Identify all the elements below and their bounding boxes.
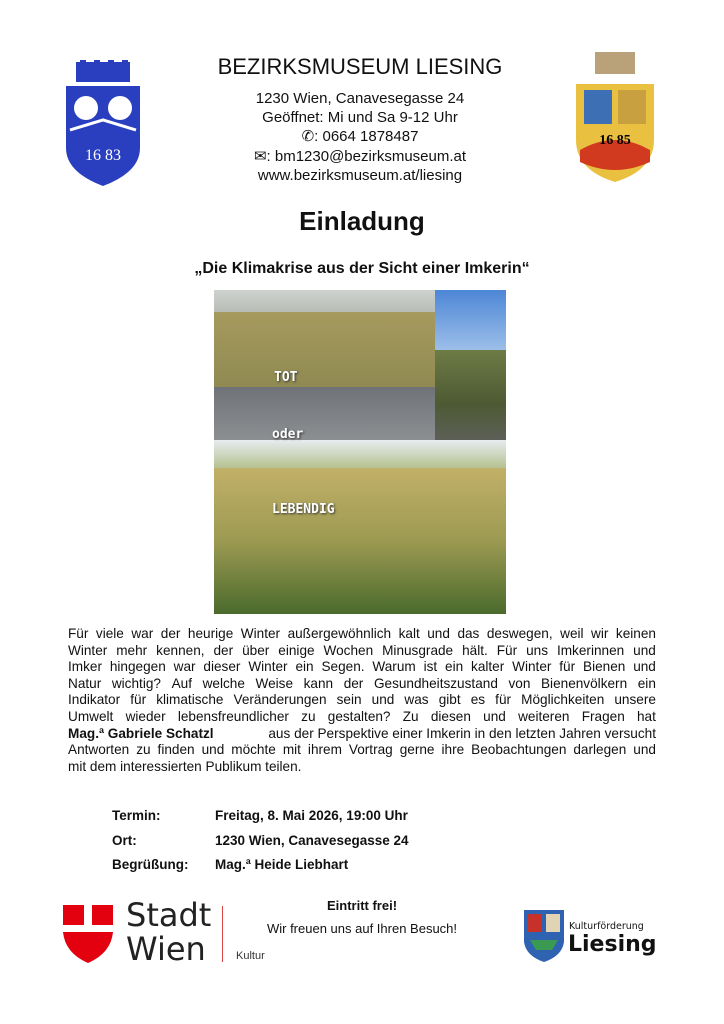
text-line-rest: aus der Perspektive einer Imkerin in den letzten Jahren versucht	[268, 725, 656, 741]
detail-value: Mag.ª Heide Liebhart	[215, 857, 349, 872]
text-line	[68, 726, 656, 743]
phone-number[interactable]: 0664 1878487	[322, 128, 419, 145]
stadt-text: Stadt	[126, 896, 212, 934]
opening-hours: Geöffnet: Mi und Sa 9-12 Uhr	[262, 109, 458, 126]
text-line: Umwelt wieder lebensfreundlicher zu gestalten? Zu diesen und weiteren Fragen hat	[68, 708, 656, 724]
detail-label: Begrüßung:	[112, 857, 189, 872]
lecture-title: „Die Klimakrise aus der Sicht einer Imkerin“	[194, 260, 530, 277]
phone-icon: ✆:	[301, 128, 323, 145]
crest-year: 16 83	[85, 147, 121, 164]
divider	[222, 906, 223, 962]
website-link[interactable]: www.bezirksmuseum.at/liesing	[257, 167, 463, 184]
label-dead: TOT	[274, 370, 298, 385]
free-entry: Eintritt frei!	[326, 898, 398, 913]
coat-year: 16 85	[599, 133, 631, 148]
text-line: Natur wichtig? Auf welche Weise kann der Gesundheitszustand von Bienenvölkern ein	[68, 675, 656, 691]
envelope-icon: ✉:	[253, 148, 275, 165]
detail-label: Ort:	[112, 833, 137, 848]
district-coat-of-arms	[570, 50, 660, 185]
detail-value: 1230 Wien, Canavesegasse 24	[215, 833, 409, 848]
email-link[interactable]: bm1230@bezirksmuseum.at	[274, 148, 467, 165]
welcome-text: Wir freuen uns auf Ihren Besuch!	[266, 921, 458, 936]
label-alive: LEBENDIG	[272, 502, 335, 517]
label-or: oder	[272, 427, 304, 442]
text-line: Antworten zu finden und möchte mit ihrem Vortrag gerne ihre Beobachtungen darlegen und	[68, 742, 656, 758]
text-line: Indikator für klimatische Veränderungen sein und was gibt es für Möglichkeiten unsere	[68, 692, 656, 708]
comparison-photo	[214, 290, 506, 614]
description-paragraph	[68, 626, 656, 775]
detail-value: Freitag, 8. Mai 2026, 19:00 Uhr	[215, 808, 408, 823]
detail-label: Termin:	[112, 808, 161, 823]
invitation-heading: Einladung	[299, 206, 425, 236]
text-line: Für viele war der heurige Winter außergewöhnlich kalt und das deswegen, weil wir keinen	[68, 626, 656, 641]
museum-title: BEZIRKSMUSEUM LIESING	[217, 54, 503, 79]
email-line	[180, 147, 540, 166]
kultur-label: Kultur	[236, 950, 265, 962]
text-line: mit dem interessierten Publikum teilen.	[68, 758, 302, 774]
liesing-label: Liesing	[568, 932, 657, 957]
speaker-name: Mag.ª Gabriele Schatzl	[68, 725, 214, 741]
stadt-wien-shield-icon	[63, 905, 113, 963]
kulturfoerderung-crest-icon	[524, 910, 564, 962]
kulturfoerderung-label: Kulturförderung	[569, 921, 644, 932]
phone-line	[180, 127, 540, 146]
address: 1230 Wien, Canavesegasse 24	[255, 90, 465, 107]
liesing-crest-logo	[64, 60, 142, 188]
text-line: Winter mehr kennen, der über einige Wochen Minusgrade hält. Für uns Imkerinnen und	[68, 642, 656, 658]
text-line: Imker hingegen war dieser Winter ein Segen. Warum ist ein kalter Winter für Bienen und	[68, 659, 656, 675]
wien-text: Wien	[126, 930, 206, 968]
stadt-wien-wordmark	[126, 898, 211, 966]
